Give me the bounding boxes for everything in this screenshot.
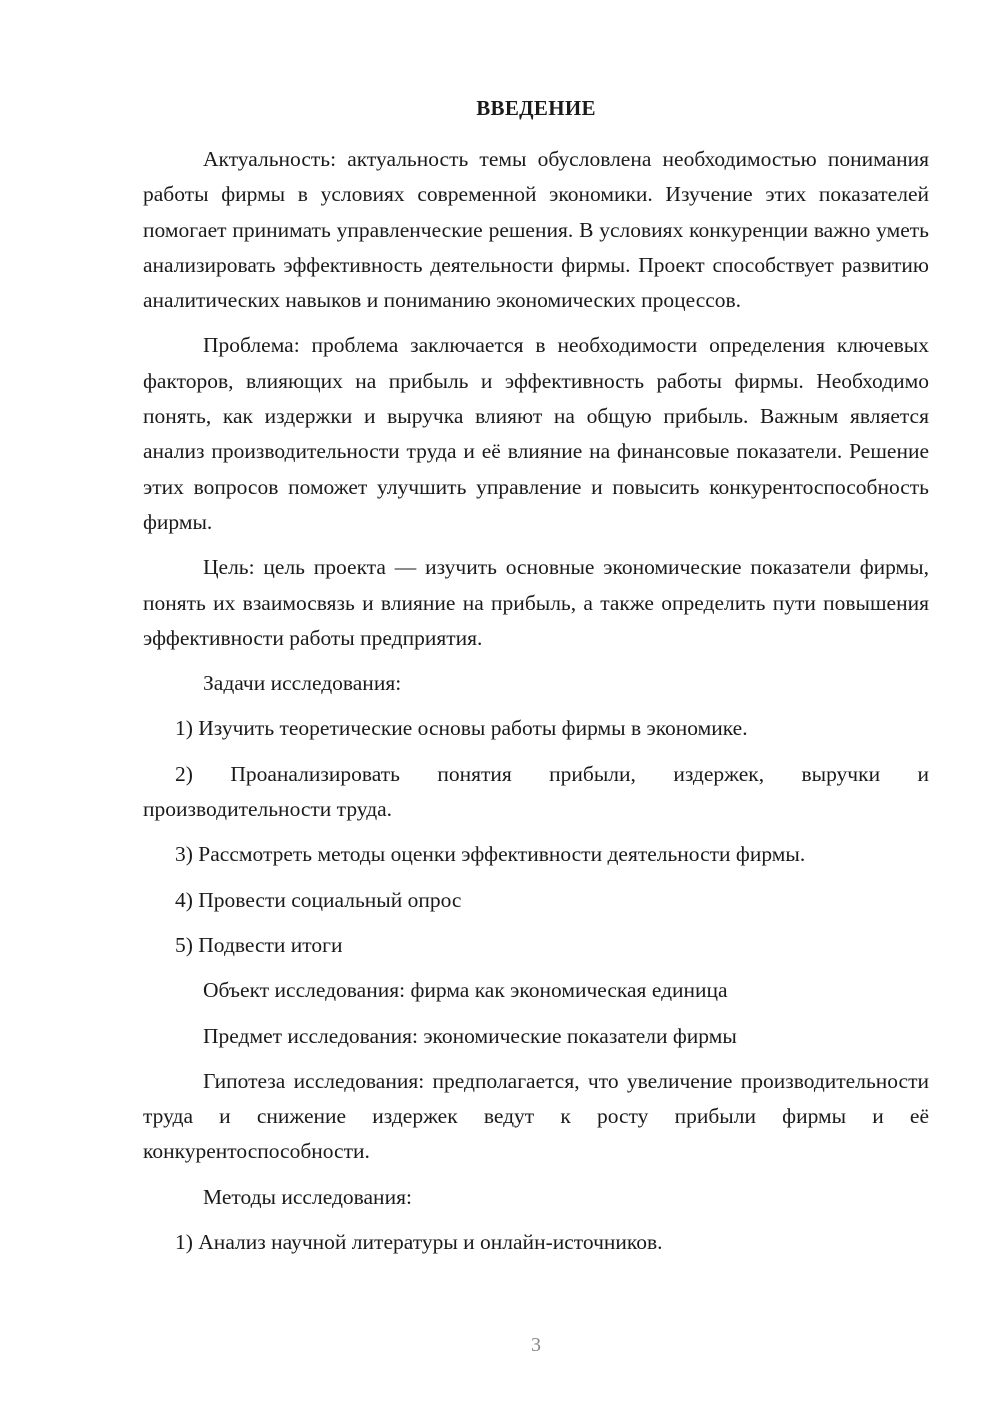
tasks-heading: Задачи исследования: xyxy=(203,671,402,696)
research-object: Объект исследования: фирма как экономическая единица xyxy=(203,978,728,1003)
methods-heading: Методы исследования: xyxy=(203,1184,412,1209)
task-item: 3) Рассмотреть методы оценки эффективности деятельности фирмы. xyxy=(175,842,806,867)
task-item: 5) Подвести итоги xyxy=(175,932,343,957)
page-number: 3 xyxy=(531,1334,541,1356)
paragraph-goal: Цель: цель проекта — изучить основные экономические показатели фирмы, понять их взаимосвязь и влияние на прибыль, а также определить пути повышения эффективности работы предприятия. xyxy=(143,555,929,650)
page-title: ВВЕДЕНИЕ xyxy=(476,96,596,120)
paragraph-relevance: Актуальность: актуальность темы обусловлена необходимостью понимания работы фирмы в условиях современной экономики. Изучение этих показателей помогает принимать управленческие решения. В условиях конкуренции важно уметь анализировать эффективность деятельности фирмы. Проект способствует развитию аналитических навыков и пониманию экономических процессов. xyxy=(143,147,929,313)
research-hypothesis: Гипотеза исследования: предполагается, что увеличение производительности труда и снижение издержек ведут к росту прибыли фирмы и её конкурентоспособности. xyxy=(143,1068,929,1164)
document-body xyxy=(143,142,929,1270)
task-item: 4) Провести социальный опрос xyxy=(175,887,462,912)
research-subject: Предмет исследования: экономические показатели фирмы xyxy=(203,1023,737,1048)
task-item: 2) Проанализировать понятия прибыли, издержек, выручки и производительности труда. xyxy=(143,761,929,822)
paragraph-problem: Проблема: проблема заключается в необходимости определения ключевых факторов, влияющих на прибыль и эффективность работы фирмы. Необходимо понять, как издержки и выручка влияют на общую прибыль. Важным является анализ производительности труда и её влияние на финансовые показатели. Решение этих вопросов поможет улучшить управление и повысить конкурентоспособность фирмы. xyxy=(143,333,929,534)
task-item: 1) Изучить теоретические основы работы фирмы в экономике. xyxy=(175,716,748,741)
method-item: 1) Анализ научной литературы и онлайн-источников. xyxy=(175,1230,663,1255)
